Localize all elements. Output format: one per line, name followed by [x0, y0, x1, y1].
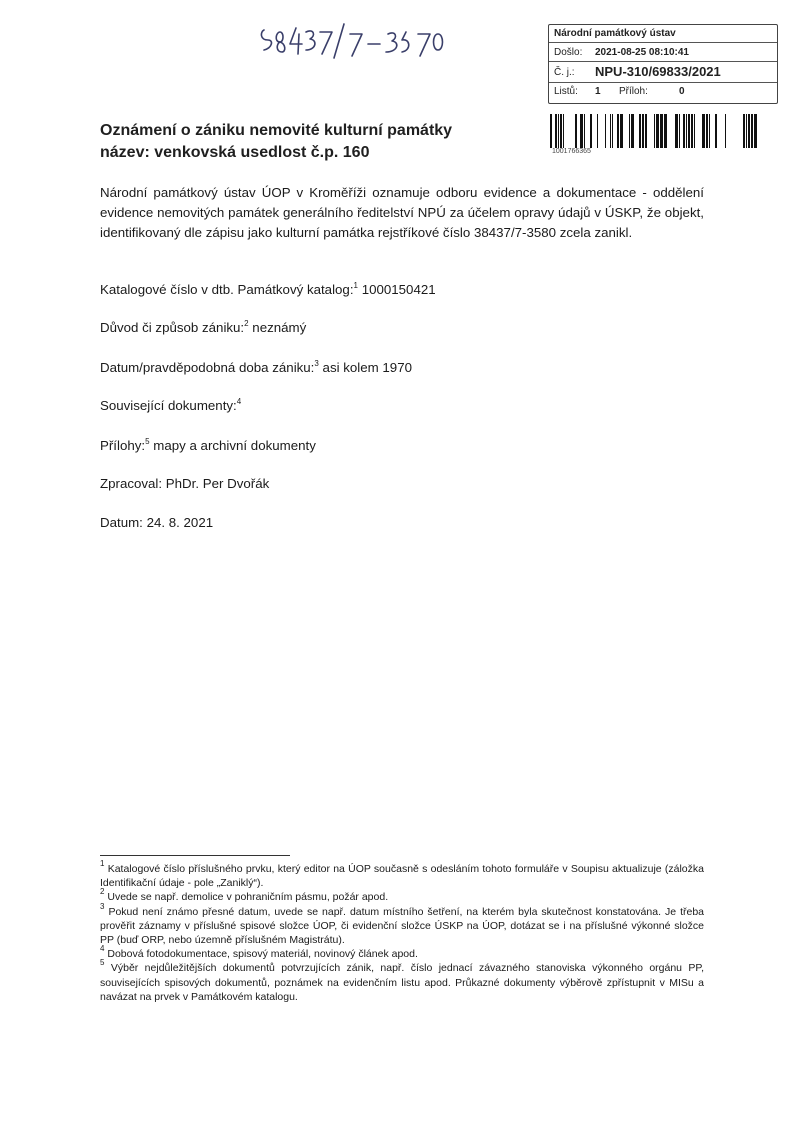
field-date — [100, 515, 213, 530]
footnote-text: Výběr nejdůležitějších dokumentů potvrzujících zánik, např. číslo jednací závazného stanoviska výkonného orgánu PP, souvisejících spisových dokumentů, poznámek na evidenčním listu apod. Průkazné dokumenty výběrově zpřístupnit v MISu a navázat na prvek v Památkovém katalogu. — [100, 962, 704, 1003]
stamp-attachments-label: Příloh: — [619, 86, 648, 97]
registry-stamp — [548, 24, 778, 104]
intro-paragraph: Národní památkový ústav ÚOP v Kroměříži oznamuje odboru evidence a dokumentace - oddělení evidence nemovitých památek generálního ředitelství NPÚ za účelem opravy údajů v ÚSKP, že objekt, identifikovaný dle zápisu jako kulturní památka rejstříkové číslo 38437/7-3580 zcela zanikl. — [100, 185, 704, 240]
field-value: PhDr. Per Dvořák — [165, 476, 270, 491]
barcode-bar — [715, 114, 717, 148]
footnote-ref: 4 — [236, 397, 242, 406]
footnote-number: 4 — [100, 944, 105, 954]
stamp-attachments-value: 0 — [679, 86, 685, 97]
barcode-bar — [746, 114, 747, 148]
barcode-bar — [743, 114, 745, 148]
stamp-ref-label: Č. j.: — [554, 67, 575, 78]
barcode-bar — [584, 114, 585, 148]
footnote-text: Uvede se např. demolice v pohraničním pásmu, požár apod. — [107, 891, 389, 904]
footnote-ref: 1 — [353, 281, 358, 290]
field-catalog-number — [100, 282, 436, 297]
footnote-ref: 5 — [145, 437, 150, 446]
footnote — [100, 958, 704, 1004]
barcode-bar — [694, 114, 695, 148]
barcode-bar — [560, 114, 562, 148]
barcode-bar — [597, 114, 598, 148]
barcode-bar — [654, 114, 655, 148]
field-label: Katalogové číslo v dtb. Památkový katalog: — [100, 282, 354, 297]
barcode-bar — [620, 114, 623, 148]
barcode-bar — [709, 114, 710, 148]
footnote-ref: 3 — [314, 359, 319, 368]
footnote-number: 5 — [100, 958, 105, 968]
title-line-2: název: venkovská usedlost č.p. 160 — [100, 144, 370, 161]
footnote-divider — [100, 855, 290, 856]
stamp-sheets-value: 1 — [595, 86, 601, 97]
footnote — [100, 887, 704, 904]
barcode-bar — [642, 114, 644, 148]
footnote — [100, 944, 704, 961]
stamp-ref-value: NPU-310/69833/2021 — [595, 64, 721, 79]
footnote-ref: 2 — [244, 319, 249, 328]
field-date-of-loss — [100, 360, 412, 375]
footnote-number: 1 — [100, 859, 105, 868]
stamp-divider — [549, 82, 777, 83]
field-related-documents — [100, 398, 241, 413]
barcode-bar — [550, 114, 552, 148]
barcode-bar — [575, 114, 577, 148]
barcode-bar — [660, 114, 663, 148]
barcode-bar — [683, 114, 685, 148]
field-label: Zpracoval: — [100, 476, 163, 491]
barcode-bar — [688, 114, 690, 148]
barcode-bar — [691, 114, 693, 148]
barcode-bar — [629, 114, 630, 148]
barcode-bar — [610, 114, 611, 148]
barcode-bar — [706, 114, 708, 148]
barcode-bar — [751, 114, 753, 148]
field-value: mapy a archivní dokumenty — [153, 438, 316, 453]
barcode-bar — [686, 114, 687, 148]
barcode-bar — [617, 114, 619, 148]
barcode-bar — [748, 114, 750, 148]
field-label: Datum/pravděpodobná doba zániku: — [100, 360, 315, 375]
stamp-received-value: 2021-08-25 08:10:41 — [595, 47, 689, 58]
field-attachments — [100, 438, 316, 453]
barcode-bar — [631, 114, 634, 148]
barcode-bar — [612, 114, 613, 148]
footnote-text: Dobová fotodokumentace, spisový materiál, novinový článek apod. — [107, 948, 418, 961]
footnote-number: 3 — [100, 901, 105, 911]
barcode-bar — [656, 114, 659, 148]
stamp-divider — [549, 42, 777, 43]
field-processed-by — [100, 476, 269, 491]
footnote — [100, 859, 704, 890]
barcode-bar — [645, 114, 647, 148]
barcode-bar — [702, 114, 705, 148]
field-label: Přílohy: — [100, 438, 146, 453]
handwritten-reference — [258, 20, 448, 60]
document-title — [100, 120, 452, 164]
footnote-number: 2 — [100, 887, 105, 897]
field-reason — [100, 320, 306, 335]
footnote-text: Pokud není známo přesné datum, uvede se např. datum místního šetření, na kterém byla skutečnost konstatována. Je třeba prověřit záznamy v příslušné spisové složce ÚOP, či evidenční složce ÚSKP na ÚOP, dotázat se i na příslušné výkonné složce PP (buď ORP, nebo územně příslušném Magistrátu). — [100, 905, 704, 947]
field-value: 24. 8. 2021 — [146, 515, 214, 530]
footnote-text: Katalogové číslo příslušného prvku, který editor na ÚOP současně s odesláním tohoto formuláře v Soupisu aktualizuje (záložka Identifikační údaje - pole „Zaniklý“). — [100, 863, 704, 890]
field-value: 1000150421 — [361, 282, 436, 297]
stamp-received-label: Došlo: — [554, 47, 583, 58]
barcode-bar — [555, 114, 557, 148]
barcode-bar — [590, 114, 592, 148]
barcode-bar — [639, 114, 641, 148]
stamp-sheets-label: Listů: — [554, 86, 578, 97]
barcode-bar — [675, 114, 678, 148]
barcode-bar — [563, 114, 564, 148]
barcode-bar — [605, 114, 606, 148]
field-label: Důvod či způsob zániku: — [100, 320, 245, 335]
field-value: asi kolem 1970 — [322, 360, 412, 375]
barcode-bar — [580, 114, 583, 148]
barcode-bar — [558, 114, 559, 148]
footnote — [100, 901, 704, 948]
field-value: neznámý — [252, 320, 307, 335]
title-line-1: Oznámení o zániku nemovité kulturní památky — [100, 122, 453, 139]
barcode-bar — [725, 114, 726, 148]
barcode-bar — [679, 114, 680, 148]
barcode — [550, 114, 758, 150]
barcode-bar — [664, 114, 667, 148]
barcode-number: 1001766365 — [552, 148, 591, 155]
stamp-divider — [549, 61, 777, 62]
footnotes — [100, 859, 704, 1004]
field-label: Datum: — [100, 515, 143, 530]
field-label: Související dokumenty: — [100, 398, 237, 413]
barcode-bar — [754, 114, 757, 148]
stamp-org: Národní památkový ústav — [554, 28, 676, 39]
